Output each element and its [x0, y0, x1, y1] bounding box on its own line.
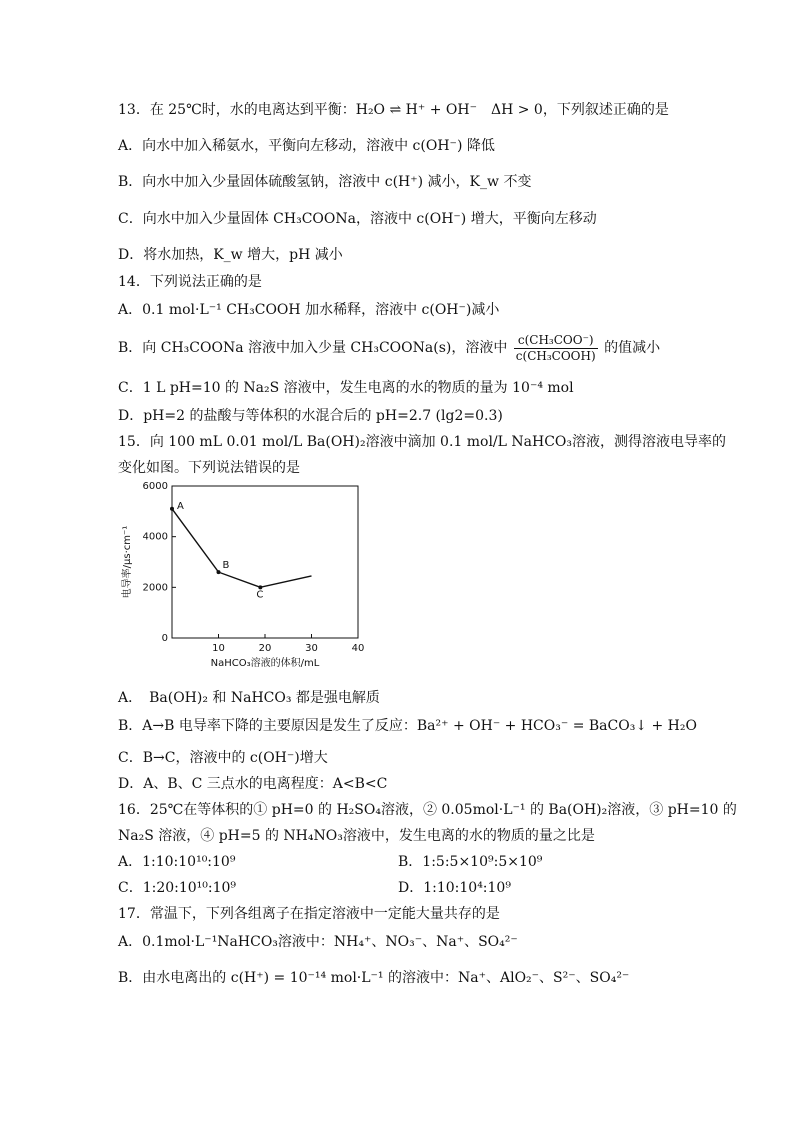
q16-option-b: B．1:5:5×10⁹:5×10⁹: [398, 854, 543, 870]
q16-stem-line1: 16．25℃在等体积的① pH=0 的 H₂SO₄溶液，② 0.05mol·L⁻¹ 的 Ba(OH)₂溶液，③ pH=10 的: [118, 802, 737, 818]
x-tick-label: 30: [305, 643, 318, 654]
q13-option-a: A．向水中加入稀氨水，平衡向左移动，溶液中 c(OH⁻) 降低: [118, 138, 495, 154]
chart-ticks: [143, 481, 365, 654]
chart-series: [170, 507, 312, 590]
y-tick-label: 0: [161, 633, 168, 644]
q13-stem: 13．在 25℃时，水的电离达到平衡：H₂O ⇌ H⁺ + OH⁻ ΔH > 0，下列叙述正确的是: [118, 102, 669, 118]
q14-option-d: D．pH=2 的盐酸与等体积的水混合后的 pH=2.7 (lg2=0.3): [118, 408, 503, 424]
q15-stem-line2: 变化如图。下列说法错误的是: [118, 460, 300, 476]
conductivity-chart: [116, 478, 376, 668]
q17-option-a: A．0.1mol·L⁻¹NaHCO₃溶液中：NH₄⁺、NO₃⁻、Na⁺、SO₄²⁻: [118, 934, 518, 950]
q13-option-c: C．向水中加入少量固体 CH₃COONa，溶液中 c(OH⁻) 增大，平衡向左移动: [118, 211, 597, 227]
q15-option-d: D．A、B、C 三点水的电离程度：A<B<C: [118, 776, 388, 792]
q14-option-a: A．0.1 mol·L⁻¹ CH₃COOH 加水稀释，溶液中 c(OH⁻)减小: [118, 302, 500, 318]
y-axis-label: 电导率/μs·cm⁻¹: [122, 525, 133, 599]
point-label-a: A: [177, 500, 184, 512]
q17-stem: 17．常温下，下列各组离子在指定溶液中一定能大量共存的是: [118, 906, 500, 922]
q14-stem: 14．下列说法正确的是: [118, 274, 262, 290]
q14-option-b-suffix: 的值减小: [604, 340, 661, 356]
q15-stem-line1: 15．向 100 mL 0.01 mol/L Ba(OH)₂溶液中滴加 0.1 mol/L NaHCO₃溶液，测得溶液电导率的: [118, 434, 727, 450]
q14-option-b-text: B．向 CH₃COONa 溶液中加入少量 CH₃COONa(s)，溶液中: [118, 340, 508, 356]
q16-option-c: C．1:20:10¹⁰:10⁹: [118, 880, 237, 896]
q16-option-a: A．1:10:10¹⁰:10⁹: [118, 854, 236, 870]
point-b: [217, 570, 221, 574]
conductivity-line: [172, 509, 312, 588]
x-tick-label: 10: [212, 643, 225, 654]
q16-option-d: D．1:10:10⁴:10⁹: [398, 880, 511, 896]
q14-option-b: [118, 330, 660, 366]
x-tick-label: 40: [351, 643, 365, 654]
y-tick-label: 2000: [142, 582, 168, 594]
point-label-c: C: [256, 589, 264, 601]
y-tick-label: 6000: [142, 481, 168, 492]
fraction-numerator: c(CH₃COO⁻): [514, 333, 598, 349]
q13-option-b: B．向水中加入少量固体硫酸氢钠，溶液中 c(H⁺) 减小，K_w 不变: [118, 174, 532, 190]
q15-option-a: A． Ba(OH)₂ 和 NaHCO₃ 都是强电解质: [118, 690, 380, 706]
fraction-denominator: c(CH₃COOH): [515, 348, 596, 363]
q16-stem-line2: Na₂S 溶液，④ pH=5 的 NH₄NO₃溶液中，发生电离的水的物质的量之比是: [118, 828, 595, 844]
concentration-ratio-fraction: [514, 333, 598, 364]
q14-option-c: C．1 L pH=10 的 Na₂S 溶液中，发生电离的水的物质的量为 10⁻⁴ mol: [118, 380, 574, 396]
chart-axes: [172, 486, 358, 638]
q15-option-b: B．A→B 电导率下降的主要原因是发生了反应：Ba²⁺ + OH⁻ + HCO₃⁻ = BaCO₃↓ + H₂O: [118, 718, 697, 734]
point-label-b: B: [222, 560, 230, 572]
y-tick-label: 4000: [142, 531, 168, 543]
plot-frame: [172, 486, 358, 638]
point-a: [170, 507, 174, 511]
q13-option-d: D．将水加热，K_w 增大，pH 减小: [118, 247, 343, 263]
x-axis-label: NaHCO₃溶液的体积/mL: [210, 658, 320, 668]
q15-option-c: C．B→C，溶液中的 c(OH⁻)增大: [118, 750, 328, 766]
x-tick-label: 20: [258, 643, 272, 654]
q17-option-b: B．由水电离出的 c(H⁺) = 10⁻¹⁴ mol·L⁻¹ 的溶液中：Na⁺、AlO₂⁻、S²⁻、SO₄²⁻: [118, 970, 630, 986]
